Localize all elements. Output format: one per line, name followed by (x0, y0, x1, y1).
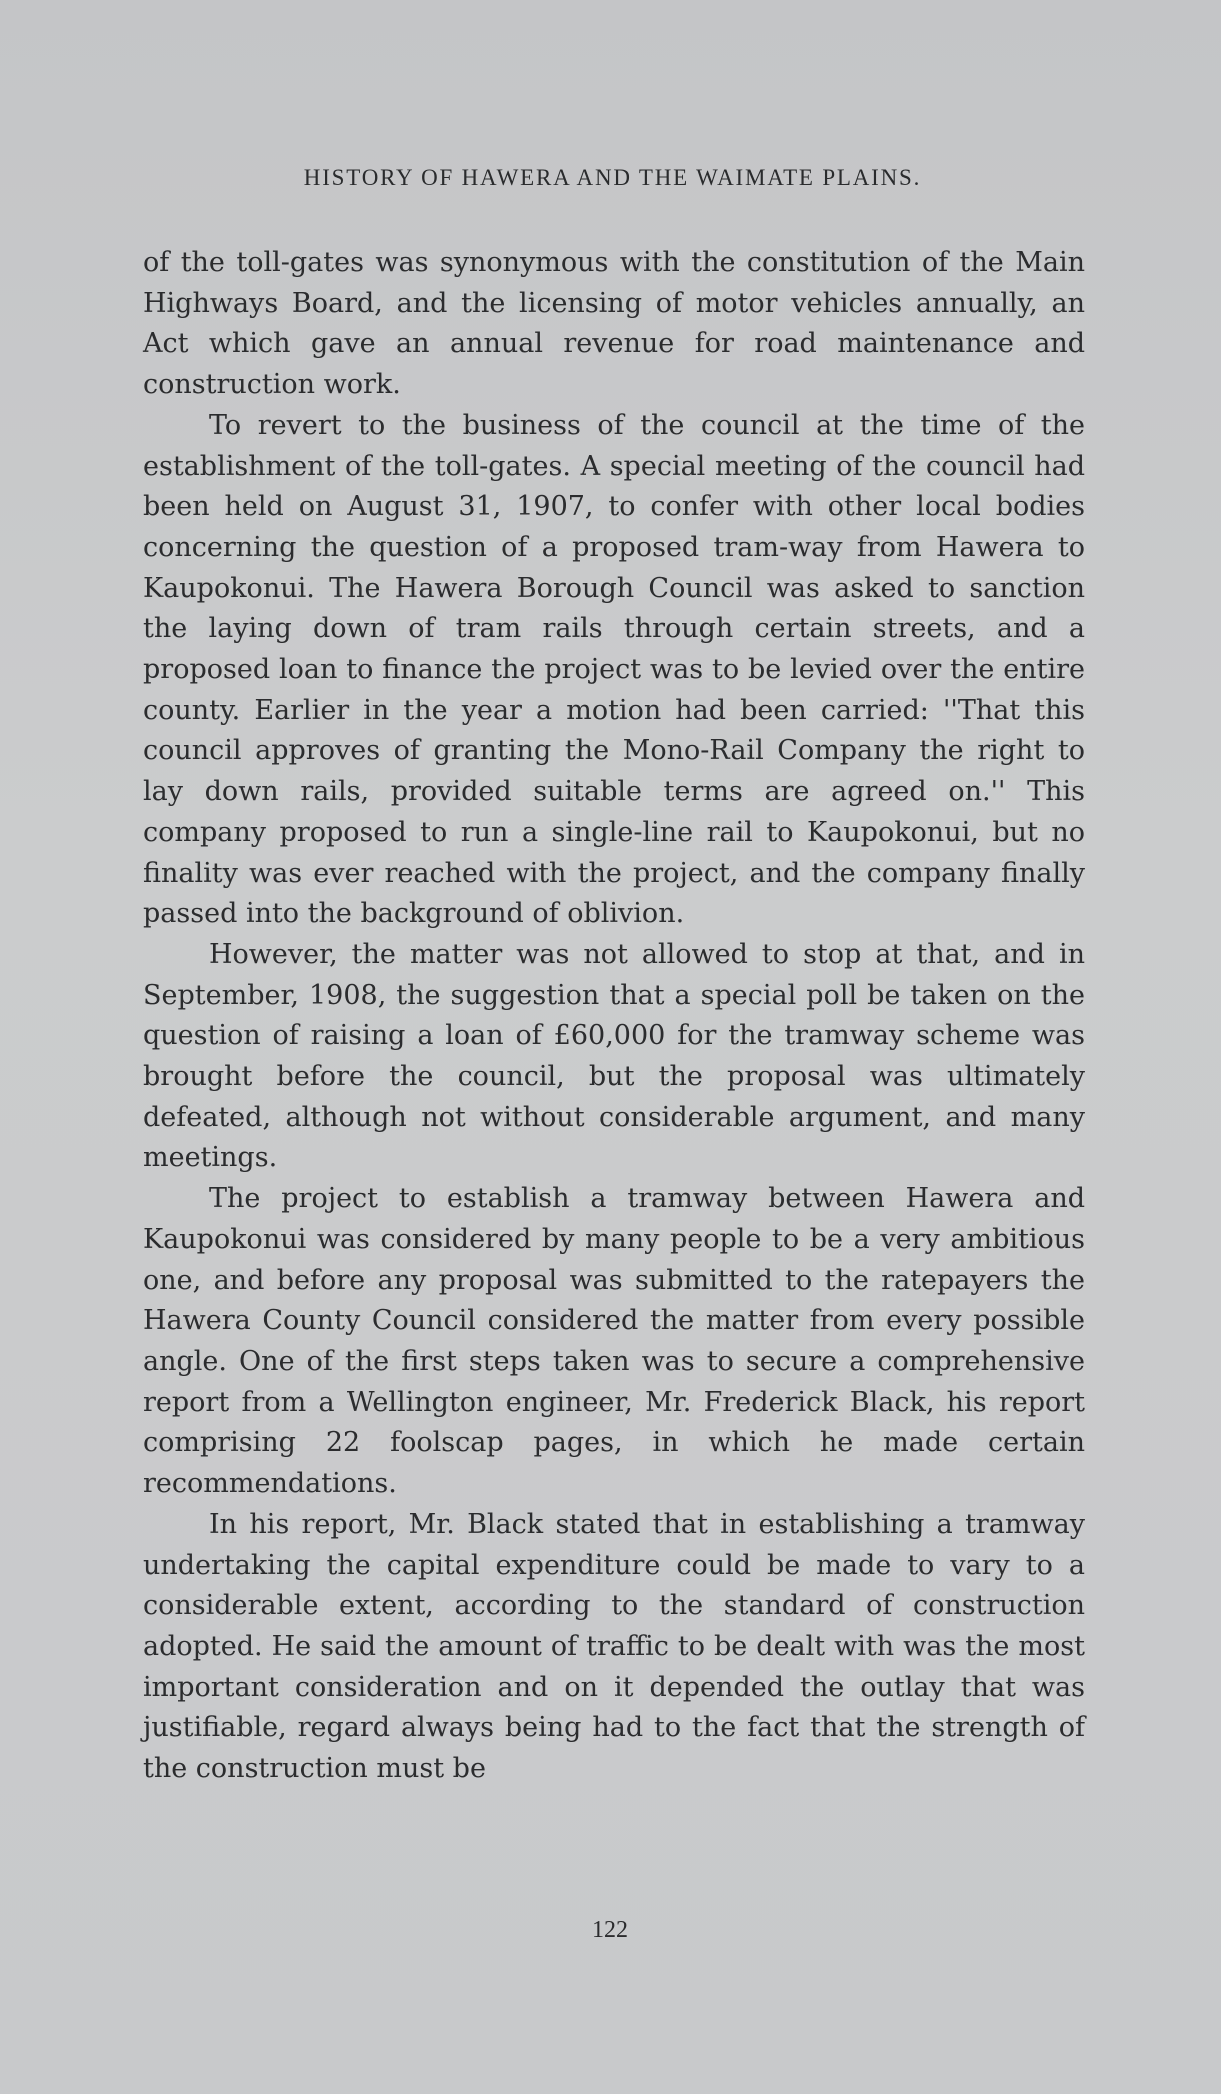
paragraph-1: of the toll-gates was synonymous with the constitution of the Main Highways Board, and the licensing of motor vehicles annually, an Act which gave an annual revenue for road maintenance and construction work. (143, 247, 1085, 401)
paragraph-2: To revert to the business of the council at the time of the establishment of the toll-gates. A special meeting of the council had been held on August 31, 1907, to confer with other local bodies concerning the question of a proposed tram-way from Hawera to Kaupokonui. The Hawera Borough Council was asked to sanction the laying down of tram rails through certain streets, and a proposed loan to finance the project was to be levied over the entire county. Earlier in the year a motion had been carried: ''That this council approves of granting the Mono-Rail Company the right to lay down rails, provided suitable terms are agreed on.'' This company proposed to run a single-line rail to Kaupokonui, but no finality was ever reached with the project, and the company finally passed into the background of oblivion. (143, 409, 1085, 930)
running-head: HISTORY OF HAWERA AND THE WAIMATE PLAINS. (303, 165, 922, 190)
paragraph-5: In his report, Mr. Black stated that in establishing a tramway undertaking the capital expenditure could be made to vary to a considerable extent, according to the standard of construction adopted. He said the amount of traffic to be dealt with was the most important consideration and on it depended the outlay that was justifiable, regard always being had to the fact that the strength of the construction must be (143, 1508, 1085, 1785)
paragraph-4: The project to establish a tramway between Hawera and Kaupokonui was considered by many people to be a very ambitious one, and before any proposal was submitted to the ratepayers the Hawera County Council considered the matter from every possible angle. One of the first steps taken was to secure a comprehensive report from a Wellington engineer, Mr. Frederick Black, his report comprising 22 foolscap pages, in which he made certain recommendations. (143, 1183, 1085, 1500)
body-text (143, 243, 1085, 1790)
paragraph-3: However, the matter was not allowed to stop at that, and in September, 1908, the suggestion that a special poll be taken on the question of raising a loan of £60,000 for the tramway scheme was brought before the council, but the proposal was ultimately defeated, although not without considerable argument, and many meetings. (143, 938, 1085, 1174)
page-number: 122 (592, 1917, 628, 1943)
